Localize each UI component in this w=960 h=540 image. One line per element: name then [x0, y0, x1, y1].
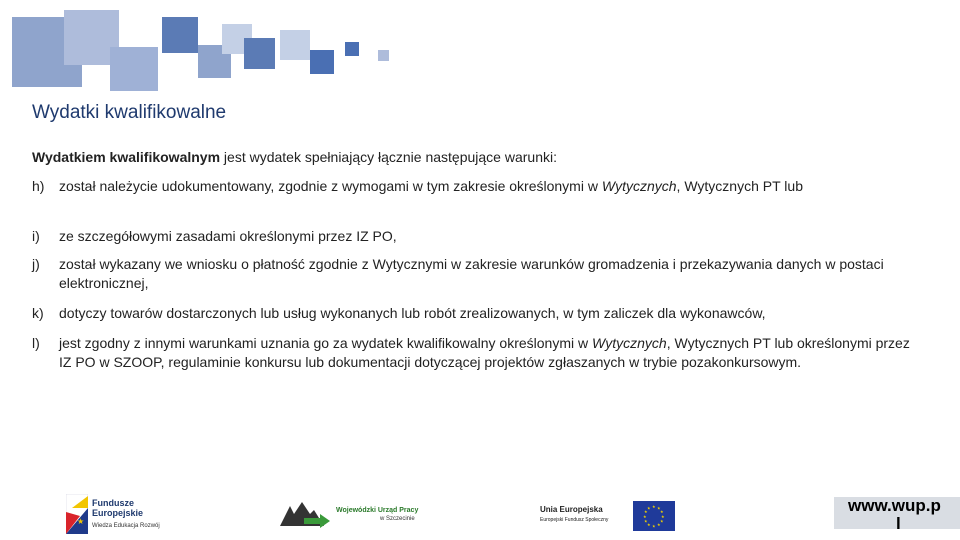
svg-text:★: ★ — [644, 509, 648, 514]
eu-flag-icon — [633, 501, 675, 531]
svg-text:★: ★ — [647, 505, 651, 511]
ue-logo-line2: Europejski Fundusz Społeczny — [540, 517, 609, 523]
condition-text-part: został wykazany we wniosku o płatność zgodnie z Wytycznymi w zakresie warunków gromadzenia i przekazywania danych w postaci elektronicznej, — [59, 256, 884, 291]
website-line2: l — [896, 514, 901, 533]
svg-text:★: ★ — [77, 517, 85, 526]
footer — [0, 480, 960, 540]
ue-logo — [538, 501, 678, 533]
condition-item — [32, 255, 912, 293]
website-badge[interactable] — [834, 496, 960, 533]
svg-text:★: ★ — [657, 522, 661, 527]
svg-text:★: ★ — [652, 523, 656, 529]
condition-text-part: Wytycznych — [592, 335, 667, 351]
svg-text:★: ★ — [647, 522, 651, 527]
svg-text:★: ★ — [660, 509, 664, 514]
intro-text — [32, 149, 557, 165]
condition-text-part: jest zgodny z innymi warunkami uznania go za wydatek kwalifikowalny określonymi w — [59, 335, 593, 351]
svg-text:★: ★ — [657, 505, 661, 511]
condition-text-part: Wytycznych — [601, 178, 677, 194]
condition-label: i) — [32, 228, 40, 244]
wup-logo-icon — [280, 500, 332, 528]
svg-text:★: ★ — [661, 514, 665, 519]
condition-text-part: , Wytycznych PT lub określonymi przez IZ PO w SZOOP, regulaminie konkursu lub dokumentacji dotyczącej projektów zgłaszanych w trybie pozakonkursowym. — [59, 335, 910, 370]
fe-logo — [66, 494, 176, 534]
condition-text-part: ze szczegółowymi zasadami określonymi przez IZ PO, — [59, 228, 397, 244]
condition-text — [59, 255, 912, 293]
fe-logo-icon — [66, 494, 88, 534]
condition-label: h) — [32, 178, 45, 194]
condition-text — [59, 304, 912, 323]
intro-rest: jest wydatek spełniający łącznie następujące warunki: — [220, 149, 557, 165]
wup-logo — [280, 500, 430, 530]
condition-label: j) — [32, 256, 40, 272]
svg-text:★: ★ — [643, 514, 647, 519]
fe-logo-line3: Wiedza Edukacja Rozwój — [92, 523, 160, 529]
decor-square — [345, 42, 359, 56]
condition-text-part: , Wytycznych PT lub — [676, 178, 803, 194]
condition-item — [32, 227, 912, 246]
svg-text:★: ★ — [644, 518, 648, 524]
wup-logo-line2: w Szczecinie — [380, 516, 415, 522]
page-title: Wydatki kwalifikowalne — [32, 102, 227, 123]
condition-text-part: dotyczy towarów dostarczonych lub usług wykonanych lub robót zrealizowanych, w tym zaliczek dla wykonawców, — [59, 305, 766, 321]
ue-logo-line1: Unia Europejska — [540, 505, 603, 514]
condition-text-part: został należycie udokumentowany, zgodnie z wymogami w tym zakresie określonymi w — [59, 178, 602, 194]
decor-square — [162, 17, 198, 53]
condition-text — [59, 177, 912, 196]
decor-square — [244, 38, 275, 69]
decor-square — [378, 50, 389, 61]
condition-item — [32, 304, 912, 323]
decor-square — [110, 47, 158, 91]
svg-text:★: ★ — [660, 518, 664, 524]
wup-logo-line1: Wojewódzki Urząd Pracy — [336, 507, 419, 514]
condition-text — [59, 334, 912, 372]
condition-text — [59, 227, 912, 246]
condition-item — [32, 177, 912, 196]
condition-item — [32, 334, 912, 372]
fe-logo-line2: Europejskie — [92, 508, 144, 518]
decor-square — [280, 30, 310, 60]
fe-logo-line1: Fundusze — [92, 498, 134, 508]
decor-square — [310, 50, 334, 74]
condition-label: k) — [32, 305, 44, 321]
condition-label: l) — [32, 335, 40, 351]
intro-bold: Wydatkiem kwalifikowalnym — [32, 149, 221, 165]
svg-text:★: ★ — [652, 504, 656, 509]
website-line1: www.wup.p — [848, 496, 941, 515]
